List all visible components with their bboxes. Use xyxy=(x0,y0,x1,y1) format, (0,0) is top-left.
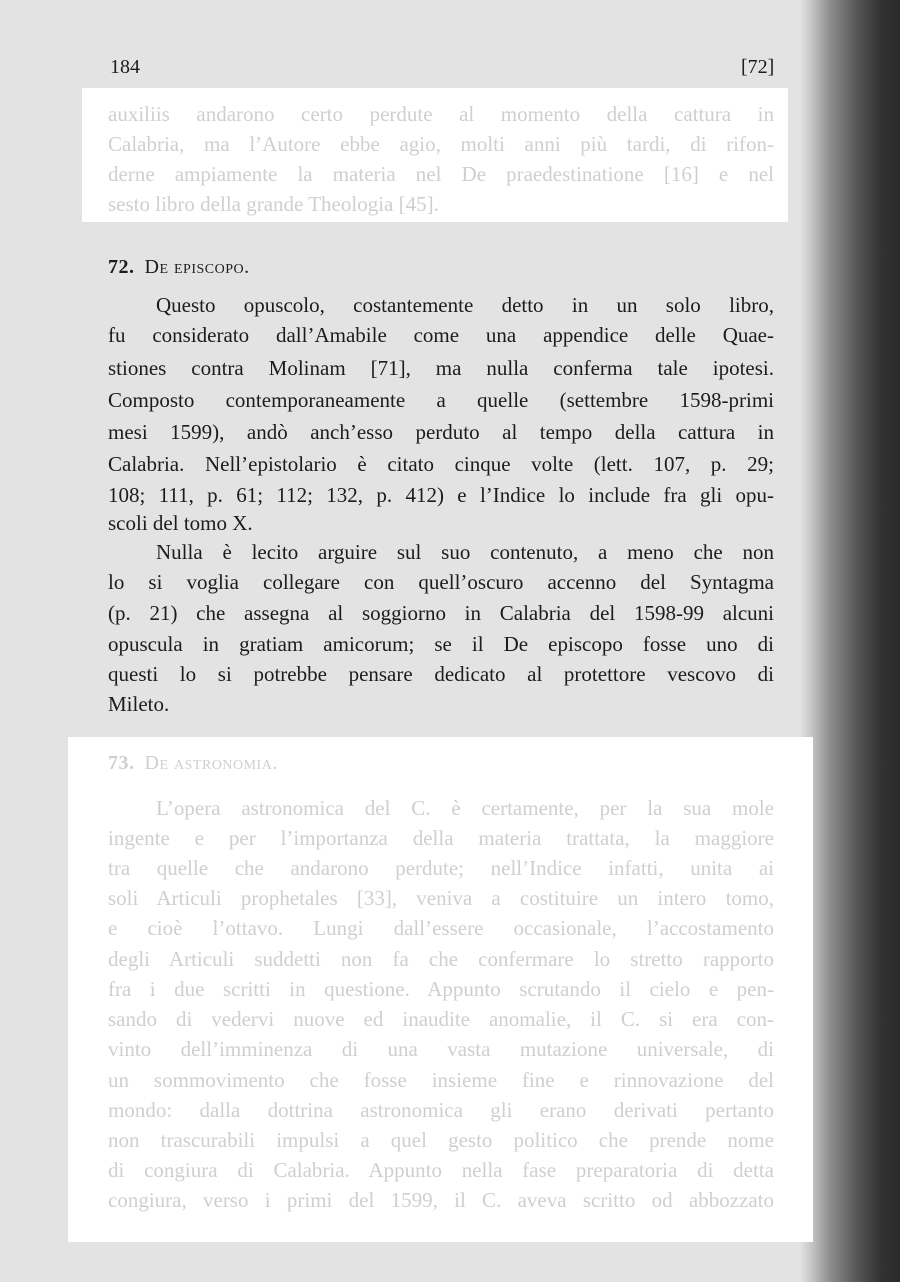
page-edge-shadow xyxy=(800,0,900,1282)
prev-line: auxiliis andarono certo perdute al momento della cattura in xyxy=(108,102,774,126)
paragraph-line: Composto contemporaneamente a quelle (settembre 1598-primi xyxy=(108,388,774,412)
section-title: De astronomia. xyxy=(144,752,278,774)
next-line: non trascurabili impulsi a quel gesto politico che prende nome xyxy=(108,1128,774,1152)
next-line: degli Articuli suddetti non fa che confermare lo stretto rapporto xyxy=(108,947,774,971)
next-line: congiura, verso i primi del 1599, il C. aveva scritto od abbozzato xyxy=(108,1188,774,1212)
paragraph-line: mesi 1599), andò anch’esso perduto al tempo della cattura in xyxy=(108,420,774,444)
page-number: 184 xyxy=(110,56,140,78)
next-line: tra quelle che andarono perdute; nell’Indice infatti, unita ai xyxy=(108,856,774,880)
next-line: un sommovimento che fosse insieme fine e rinnovazione del xyxy=(108,1068,774,1092)
section-73-heading xyxy=(108,752,278,775)
paragraph-line: Nulla è lecito arguire sul suo contenuto, a meno che non xyxy=(156,540,774,564)
paragraph-line: Questo opuscolo, costantemente detto in un solo libro, xyxy=(156,293,774,317)
paragraph-line: opuscula in gratiam amicorum; se il De episcopo fosse uno di xyxy=(108,632,774,656)
paragraph-line: scoli del tomo X. xyxy=(108,511,253,535)
section-reference: [72] xyxy=(741,56,775,78)
next-line: di congiura di Calabria. Appunto nella fase preparatoria di detta xyxy=(108,1158,774,1182)
next-line: e cioè l’ottavo. Lungi dall’essere occasionale, l’accostamento xyxy=(108,916,774,940)
next-line: mondo: dalla dottrina astronomica gli erano derivati pertanto xyxy=(108,1098,774,1122)
prev-line: Calabria, ma l’Autore ebbe agio, molti anni più tardi, di rifon- xyxy=(108,132,774,156)
paragraph-line: (p. 21) che assegna al soggiorno in Calabria del 1598-99 alcuni xyxy=(108,601,774,625)
next-line: ingente e per l’importanza della materia trattata, la maggiore xyxy=(108,826,774,850)
paragraph-line: lo si voglia collegare con quell’oscuro accenno del Syntagma xyxy=(108,570,774,594)
paragraph-line: 108; 111, p. 61; 112; 132, p. 412) e l’Indice lo include fra gli opu- xyxy=(108,483,774,507)
paragraph-line: questi lo si potrebbe pensare dedicato al protettore vescovo di xyxy=(108,662,774,686)
next-line: L’opera astronomica del C. è certamente, per la sua mole xyxy=(156,796,774,820)
prev-line: sesto libro della grande Theologia [45]. xyxy=(108,192,439,216)
next-line: sando di vedervi nuove ed inaudite anomalie, il C. si era con- xyxy=(108,1007,774,1031)
paragraph-line: fu considerato dall’Amabile come una appendice delle Quae- xyxy=(108,323,774,347)
paragraph-line: Calabria. Nell’epistolario è citato cinque volte (lett. 107, p. 29; xyxy=(108,452,774,476)
prev-line: derne ampiamente la materia nel De praedestinatione [16] e nel xyxy=(108,162,774,186)
paragraph-line: Mileto. xyxy=(108,692,170,716)
next-line: fra i due scritti in questione. Appunto scrutando il cielo e pen- xyxy=(108,977,774,1001)
next-line: vinto dell’imminenza di una vasta mutazione universale, di xyxy=(108,1037,774,1061)
section-72-heading xyxy=(108,256,250,279)
section-number: 72. xyxy=(108,256,135,278)
paragraph-line: stiones contra Molinam [71], ma nulla conferma tale ipotesi. xyxy=(108,356,774,380)
next-line: soli Articuli prophetales [33], veniva a costituire un intero tomo, xyxy=(108,886,774,910)
section-number: 73. xyxy=(108,752,135,774)
section-title: De episcopo. xyxy=(144,256,250,278)
